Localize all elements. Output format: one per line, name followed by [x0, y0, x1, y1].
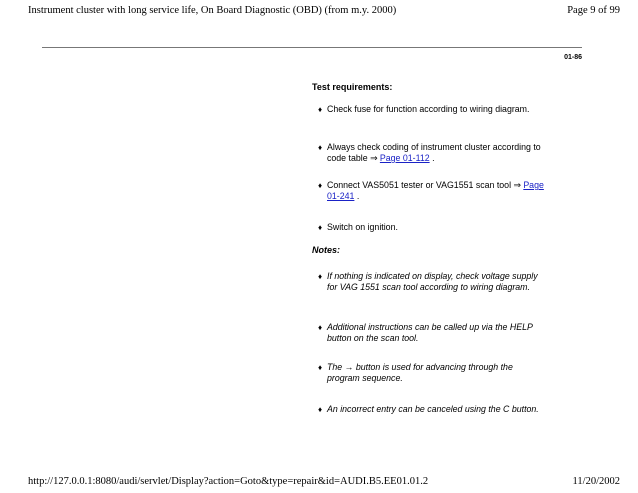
arrow-right-icon: →	[344, 362, 354, 372]
document-title: Instrument cluster with long service life, On Board Diagnostic (OBD) (from m.y. 2000)	[28, 5, 397, 16]
page-link[interactable]: Page 01-241	[327, 180, 544, 201]
page-link[interactable]: Page 01-112	[379, 153, 430, 163]
list-item-text: Additional instructions can be called up via the HELP button on the scan tool.	[327, 322, 533, 343]
print-date: 11/20/2002	[572, 476, 620, 487]
list-item	[318, 322, 544, 344]
page-counter: Page 9 of 99	[567, 5, 620, 16]
list-item	[318, 271, 544, 293]
list-item	[318, 180, 544, 202]
list-item-text: An incorrect entry can be canceled using the C button.	[327, 404, 539, 414]
list-item	[318, 142, 544, 164]
list-item-text: Always check coding of instrument cluster according to code table ⇒ Page 01-112 .	[327, 142, 541, 163]
notes-heading: Notes:	[312, 245, 341, 255]
list-item	[318, 404, 544, 415]
page-code: 01-86	[564, 54, 582, 61]
test-requirements-heading: Test requirements:	[312, 82, 393, 92]
diamond-bullet-icon: ♦	[318, 405, 323, 414]
diamond-bullet-icon: ♦	[318, 223, 323, 232]
page-url: http://127.0.0.1:8080/audi/servlet/Display?action=Goto&type=repair&id=AUDI.B5.EE01.01.2	[28, 476, 429, 487]
diamond-bullet-icon: ♦	[318, 143, 323, 152]
list-item	[318, 362, 544, 384]
arrow-right-icon: ⇒	[370, 153, 378, 163]
list-item	[318, 104, 544, 115]
list-item	[318, 222, 544, 233]
arrow-right-icon: ⇒	[513, 180, 521, 190]
diamond-bullet-icon: ♦	[318, 272, 323, 281]
diamond-bullet-icon: ♦	[318, 181, 323, 190]
diamond-bullet-icon: ♦	[318, 363, 323, 372]
header-divider	[42, 47, 582, 48]
list-item-text: The → button is used for advancing through the program sequence.	[327, 362, 513, 383]
list-item-text: Check fuse for function according to wiring diagram.	[327, 104, 530, 114]
diamond-bullet-icon: ♦	[318, 323, 323, 332]
list-item-text: Connect VAS5051 tester or VAG1551 scan tool ⇒ Page 01-241 .	[327, 180, 544, 201]
list-item-text: Switch on ignition.	[327, 222, 398, 232]
diamond-bullet-icon: ♦	[318, 105, 323, 114]
list-item-text: If nothing is indicated on display, check voltage supply for VAG 1551 scan tool according to wiring diagram.	[327, 271, 538, 292]
